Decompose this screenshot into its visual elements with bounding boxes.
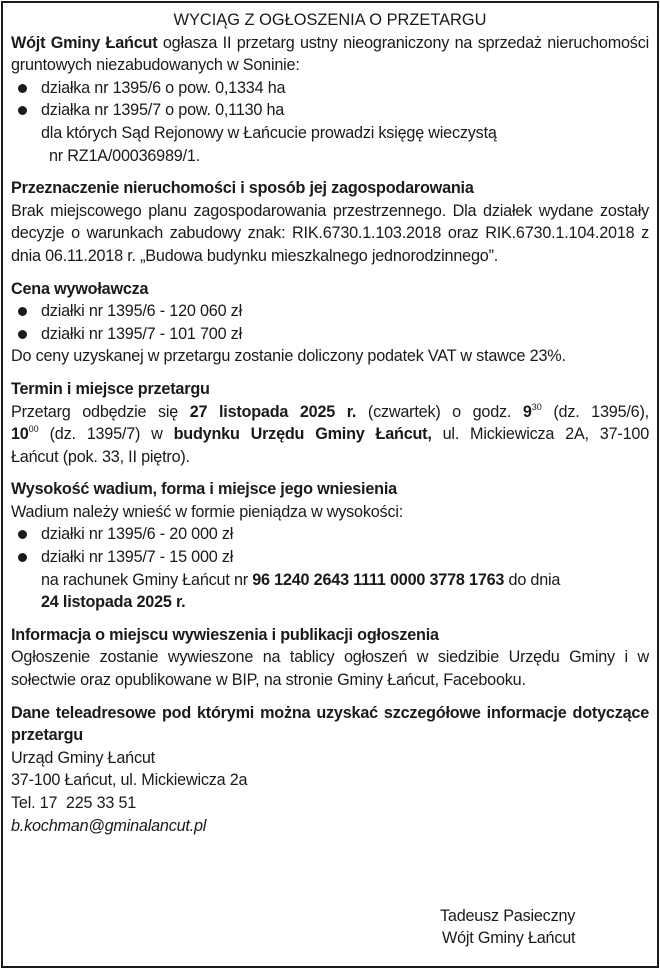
bullet-icon [18,307,27,316]
bullet-icon [18,106,27,115]
publication-heading: Informacja o miejscu wywieszenia i publikacji ogłoszenia [11,625,439,644]
list-item [11,300,649,323]
publication-text: Ogłoszenie zostanie wywieszone na tablicy ogłoszeń w siedzibie Urzędu Gminy i w sołectwie oraz opublikowane w BIP, na stronie Gminy Łańcut, Facebooku. [11,648,649,690]
list-item [11,99,649,122]
intro-section [11,32,649,168]
schedule-line-3: Łańcut (pok. 33, II piętro). [11,447,190,466]
bullet-icon [18,553,27,562]
bank-account-number: 96 1240 2643 1111 0000 3778 1763 [252,570,505,589]
schedule-line-1 [11,401,649,424]
schedule-text: (czwartek) o godz. [356,402,523,421]
minutes-1: 30 [531,401,542,412]
plot-item: działka nr 1395/6 o pow. 0,1334 ha [41,78,286,97]
registry-line: dla których Sąd Rejonowy w Łańcucie prowadzi księgę wieczystą [41,123,497,142]
bullet-icon [18,330,27,339]
registry-number: nr RZ1A/00036989/1. [49,146,200,165]
schedule-text: (dz. 1395/6), [541,402,649,421]
plot-list [11,77,649,122]
signatory-role: Wójt Gminy Łańcut [442,929,576,947]
purpose-section [11,177,649,267]
vat-note: Do ceny uzyskanej w przetargu zostanie doliczony podatek VAT w stawce 23%. [11,347,566,366]
price-item: działki nr 1395/7 - 101 700 zł [41,324,242,343]
bullet-icon [18,84,27,93]
contact-office: Urząd Gminy Łańcut [11,748,155,767]
purpose-text: Brak miejscowego planu zagospodarowania przestrzennego. Dla działek wydane zostały decyzje o warunkach zabudowy znak: RIK.6730.1.103.2018 oraz RIK.6730.1.104.2018 z dnia 06.11.2018 r. „Budowa budynku mieszkalnego jednorodzinnego”. [11,201,649,265]
deposit-item: działki nr 1395/7 - 15 000 zł [41,548,234,567]
intro-paragraph [11,32,649,77]
auction-venue: budynku Urzędu Gminy Łańcut, [173,425,432,444]
deadline-prefix: do dnia [504,570,561,589]
deposit-intro: Wadium należy wnieść w formie pieniądza w wysokości: [11,502,404,521]
price-list [11,300,649,345]
purpose-heading: Przeznaczenie nieruchomości i sposób jej zagospodarowania [11,179,474,198]
schedule-text: Przetarg odbędzie się [11,402,190,421]
contact-section [11,702,649,838]
schedule-line-2 [11,423,649,446]
bank-account-line [11,569,649,592]
account-prefix: na rachunek Gminy Łańcut nr [41,570,253,589]
intro-text: ogłasza II przetarg ustny nieograniczony na sprzedaż nieruchomości gruntowych niezabudowanych w Soninie: [11,33,649,75]
list-item [11,77,649,100]
price-heading: Cena wywoławcza [11,279,149,298]
deposit-deadline: 24 listopada 2025 r. [41,593,186,612]
deposit-heading: Wysokość wadium, forma i miejsce jego wniesienia [11,480,397,499]
schedule-text: ul. Mickiewicza 2A, 37-100 [431,425,649,444]
signatory-name: Tadeusz Pasieczny [440,907,576,925]
plot-item: działka nr 1395/7 o pow. 0,1130 ha [41,101,285,120]
deposit-section [11,478,649,614]
list-item [11,523,649,546]
schedule-section [11,378,649,468]
list-item [11,323,649,346]
contact-heading: Dane teleadresowe pod którymi można uzyskać szczegółowe informacje dotyczące przetargu [11,703,649,745]
hour-2: 10 [11,425,29,444]
bullet-icon [18,530,27,539]
notice-title: WYCIĄG Z OGŁOSZENIA O PRZETARGU [173,11,487,29]
contact-address: 37-100 Łańcut, ul. Mickiewicza 2a [11,771,248,790]
price-item: działki nr 1395/6 - 120 060 zł [41,302,242,321]
hour-1: 9 [522,402,532,421]
auction-date: 27 listopada 2025 r. [189,402,357,421]
deposit-list [11,523,649,568]
notice-page [1,1,659,968]
signature-block [440,905,575,949]
list-item [11,546,649,569]
deposit-item: działki nr 1395/6 - 20 000 zł [41,525,234,544]
minutes-2: 00 [28,424,39,435]
contact-phone: Tel. 17 225 33 51 [11,794,137,812]
schedule-heading: Termin i miejsce przetargu [11,379,210,398]
publication-section [11,624,649,692]
price-section [11,278,649,368]
authority-name: Wójt Gminy Łańcut [11,33,158,52]
contact-email: b.kochman@gminalancut.pl [11,816,207,835]
schedule-text: (dz. 1395/7) w [38,425,174,444]
deposit-deadline-line [11,591,649,614]
